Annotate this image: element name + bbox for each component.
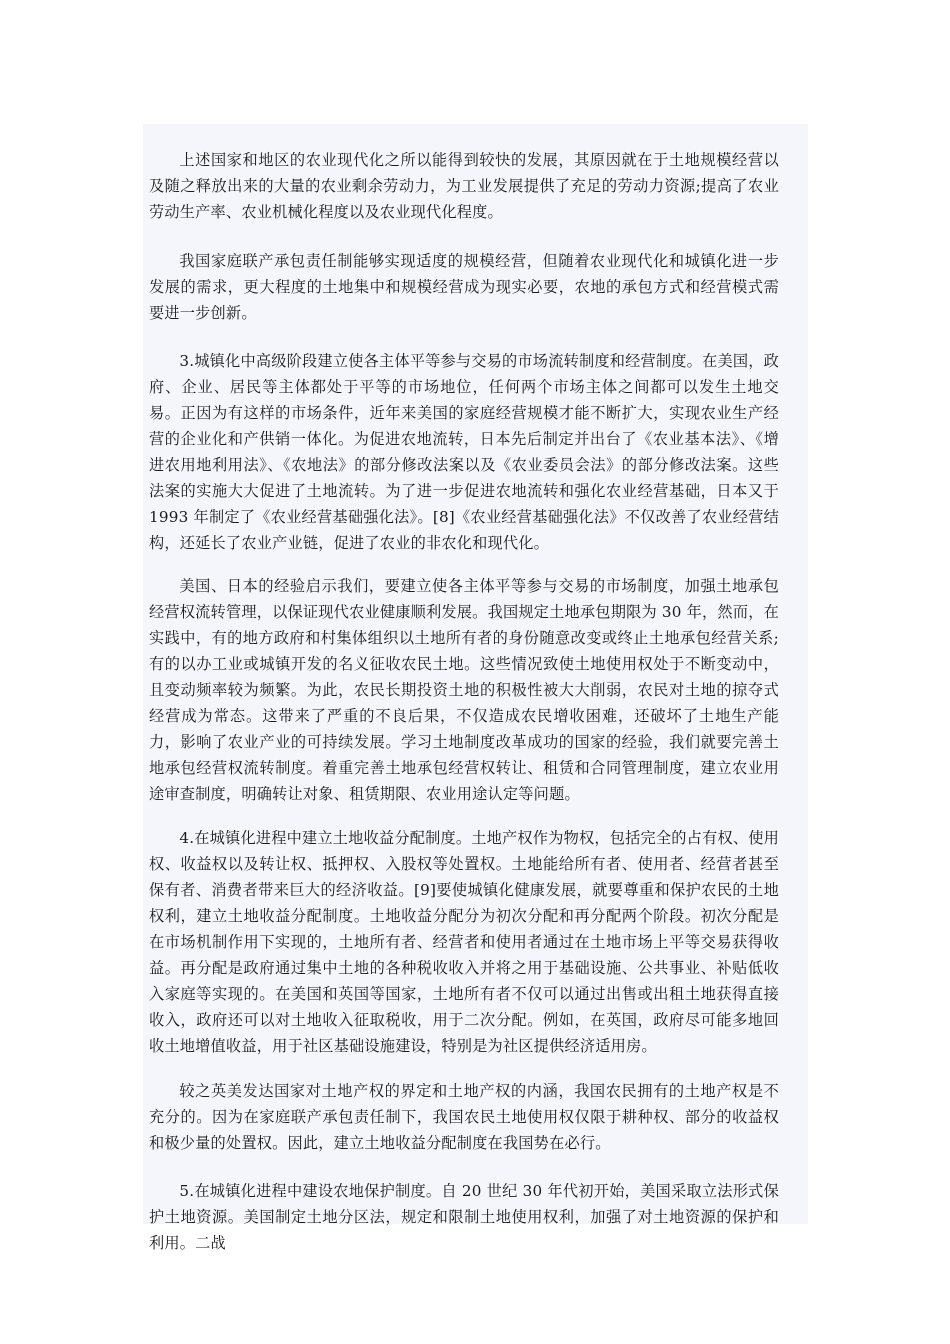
paragraph-7: 5.在城镇化进程中建设农地保护制度。自 20 世纪 30 年代初开始，美国采取立法形式保护土地资源。美国制定土地分区法，规定和限制土地使用权利，加强了对土地资源的保护和利用。二战 [149, 1182, 779, 1252]
paragraph-4: 美国、日本的经验启示我们，要建立使各主体平等参与交易的市场制度，加强土地承包经营权流转管理，以保证现代农业健康顺利发展。我国规定土地承包期限为 30 年，然而，在实践中，有的地方政府和村集体组织以土地所有者的身份随意改变或终止土地承包经营关系;有的以办工业或城镇开发的名义征收农民土地。这些情况致使土地使用权处于不断变动中，且变动频率较为频繁。为此，农民长期投资土地的积极性被大大削弱，农民对土地的掠夺式经营成为常态。这带来了严重的不良后果，不仅造成农民增收困难，还破坏了土地生产能力，影响了农业产业的可持续发展。学习土地制度改革成功的国家的经验，我们就要完善土地承包经营权流转制度。着重完善土地承包经营权转让、租赁和合同管理制度，建立农业用途审查制度，明确转让对象、租赁期限、农业用途认定等问题。 [149, 577, 779, 803]
paragraph-1: 上述国家和地区的农业现代化之所以能得到较快的发展，其原因就在于土地规模经营以及随之释放出来的大量的农业剩余劳动力，为工业发展提供了充足的劳动力资源;提高了农业劳动生产率、农业机械化程度以及农业现代化程度。 [149, 151, 779, 221]
paragraph-2: 我国家庭联产承包责任制能够实现适度的规模经营，但随着农业现代化和城镇化进一步发展的需求，更大程度的土地集中和规模经营成为现实必要，农地的承包方式和经营模式需要进一步创新。 [149, 252, 779, 322]
paragraph-5: 4.在城镇化进程中建立土地收益分配制度。土地产权作为物权，包括完全的占有权、使用权、收益权以及转让权、抵押权、入股权等处置权。土地能给所有者、使用者、经营者甚至保有者、消费者带来巨大的经济收益。[9]要使城镇化健康发展，就要尊重和保护农民的土地权利，建立土地收益分配制度。土地收益分配分为初次分配和再分配两个阶段。初次分配是在市场机制作用下实现的，土地所有者、经营者和使用者通过在土地市场上平等交易获得收益。再分配是政府通过集中土地的各种税收收入并将之用于基础设施、公共事业、补贴低收入家庭等实现的。在美国和英国等国家，土地所有者不仅可以通过出售或出租土地获得直接收入，政府还可以对土地收入征取税收，用于二次分配。例如，在英国，政府尽可能多地回收土地增值收益，用于社区基础设施建设，特别是为社区提供经济适用房。 [149, 829, 780, 1055]
paragraph-6: 较之英美发达国家对土地产权的界定和土地产权的内涵，我国农民拥有的土地产权是不充分的。因为在家庭联产承包责任制下，我国农民土地使用权仅限于耕种权、部分的收益权和极少量的处置权。因此，建立土地收益分配制度在我国势在必行。 [149, 1082, 779, 1152]
paragraph-3: 3.城镇化中高级阶段建立使各主体平等参与交易的市场流转制度和经营制度。在美国，政府、企业、居民等主体都处于平等的市场地位，任何两个市场主体之间都可以发生土地交易。正因为有这样的市场条件，近年来美国的家庭经营规模才能不断扩大，实现农业生产经营的企业化和产供销一体化。为促进农地流转，日本先后制定并出台了《农业基本法》、《增进农用地利用法》、《农地法》的部分修改法案以及《农业委员会法》的部分修改法案。这些法案的实施大大促进了土地流转。为了进一步促进农地流转和强化农业经营基础，日本又于 1993 年制定了《农业经营基础强化法》。[8]《农业经营基础强化法》不仅改善了农业经营结构，还延长了农业产业链，促进了农业的非农化和现代化。 [149, 352, 780, 552]
article-body [143, 124, 808, 1252]
